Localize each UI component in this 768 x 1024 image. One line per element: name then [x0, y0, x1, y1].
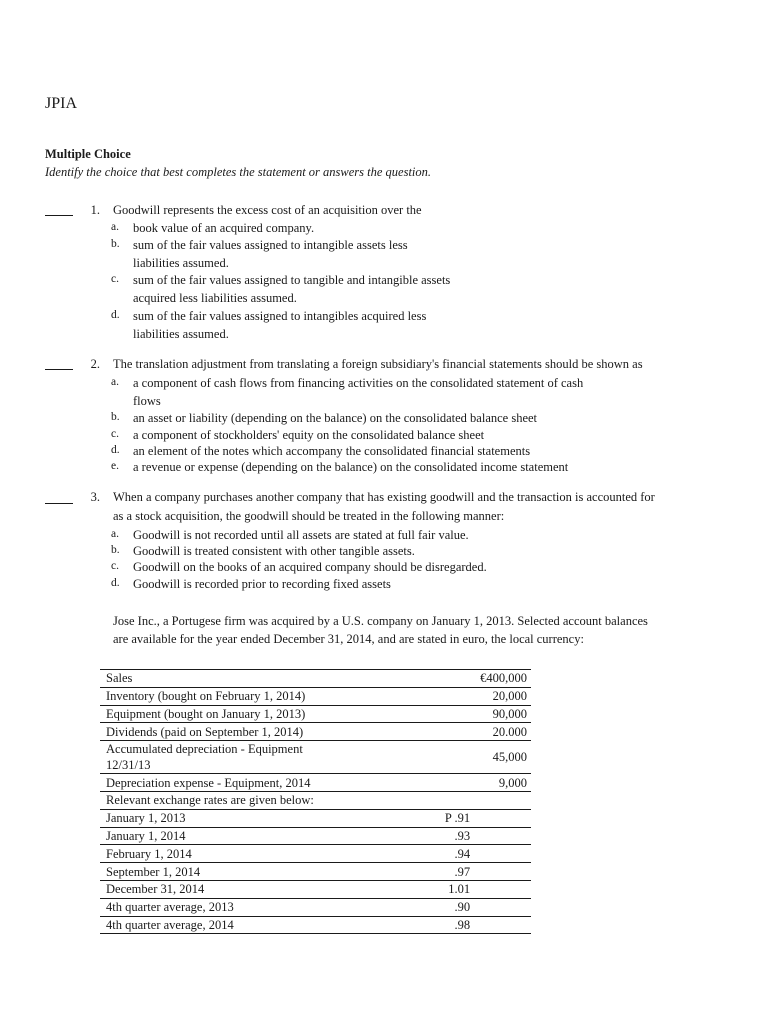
table-row [100, 723, 531, 741]
section-instructions: Identify the choice that best completes the statement or answers the question. [45, 165, 432, 179]
table-row [100, 791, 531, 809]
org-heading: JPIA [45, 95, 78, 112]
account-amount: 20.000 [474, 723, 531, 741]
option-text-cont: liabilities assumed. [133, 327, 229, 341]
option-letter: b. [111, 544, 120, 556]
account-label: Accumulated depreciation - Equipment 12/31/13 [100, 741, 344, 774]
rate-value: .94 [344, 845, 474, 863]
option-text: an element of the notes which accompany the consolidated financial statements [133, 444, 531, 458]
option-letter: c. [111, 428, 119, 440]
answer-blank[interactable] [45, 215, 73, 216]
table-row [100, 863, 531, 881]
option-text: Goodwill on the books of an acquired company should be disregarded. [133, 560, 487, 574]
table-row [100, 741, 531, 774]
option-letter: c. [111, 560, 119, 572]
question-text-cont: as a stock acquisition, the goodwill should be treated in the following manner: [113, 509, 505, 523]
option-text: Goodwill is not recorded until all assets are stated at full fair value. [133, 528, 469, 542]
table-row [100, 898, 531, 916]
table-row [100, 687, 531, 705]
account-label: Equipment (bought on January 1, 2013) [100, 705, 344, 723]
rate-date: February 1, 2014 [100, 845, 344, 863]
rate-value: 1.01 [344, 880, 474, 898]
option-letter: d. [111, 309, 120, 321]
option-letter: a. [111, 528, 119, 540]
option-letter: e. [111, 460, 119, 472]
account-label: Dividends (paid on September 1, 2014) [100, 723, 344, 741]
case-paragraph-line: Jose Inc., a Portugese firm was acquired by a U.S. company on January 1, 2013. Selected account balances [113, 614, 648, 628]
rate-date: 4th quarter average, 2014 [106, 917, 234, 932]
question-number: 1. [90, 203, 100, 217]
account-amount: 20,000 [474, 687, 531, 705]
rate-value: .93 [344, 827, 474, 845]
rate-value: P .91 [344, 809, 474, 827]
account-label: Inventory (bought on February 1, 2014) [100, 687, 344, 705]
table-row [100, 827, 531, 845]
account-balances-table [100, 669, 531, 934]
option-letter: b. [111, 411, 120, 423]
account-amount: 90,000 [474, 705, 531, 723]
question-number: 2. [90, 357, 100, 371]
table-row [100, 670, 531, 688]
rate-date: December 31, 2014 [100, 880, 344, 898]
rate-date: January 1, 2013 [100, 809, 344, 827]
table-row [100, 774, 531, 792]
option-text: sum of the fair values assigned to intangibles acquired less [133, 309, 427, 323]
option-letter: a. [111, 221, 119, 233]
account-amount: 9,000 [474, 774, 531, 792]
rate-date: September 1, 2014 [100, 863, 344, 881]
rate-date: January 1, 2014 [100, 827, 344, 845]
option-text-cont: liabilities assumed. [133, 256, 229, 270]
account-amount: €400,000 [474, 670, 531, 688]
section-title: Multiple Choice [45, 147, 131, 161]
account-amount: 45,000 [474, 741, 531, 774]
option-text-cont: acquired less liabilities assumed. [133, 291, 297, 305]
account-label: Depreciation expense - Equipment, 2014 [100, 774, 344, 792]
option-letter: d. [111, 444, 120, 456]
option-text: sum of the fair values assigned to intangible assets less [133, 238, 408, 252]
option-text: an asset or liability (depending on the balance) on the consolidated balance sheet [133, 411, 538, 425]
table-row [100, 845, 531, 863]
table-row [100, 916, 531, 934]
option-text: a revenue or expense (depending on the balance) on the consolidated income statement [133, 460, 569, 474]
option-text: Goodwill is recorded prior to recording fixed assets [133, 577, 391, 591]
option-text: book value of an acquired company. [133, 221, 315, 235]
question-number: 3. [90, 490, 100, 504]
rate-value: .98 [454, 917, 471, 932]
table-row [100, 880, 531, 898]
account-label: Sales [100, 670, 344, 688]
rate-value: .90 [344, 898, 474, 916]
option-letter: b. [111, 238, 120, 250]
case-paragraph-line: are available for the year ended December 31, 2014, and are stated in euro, the local currency: [113, 632, 584, 646]
option-text: a component of stockholders' equity on the consolidated balance sheet [133, 428, 485, 442]
rate-date: 4th quarter average, 2013 [100, 898, 344, 916]
question-text: When a company purchases another company that has existing goodwill and the transaction is accounted for [113, 490, 655, 504]
option-text: a component of cash flows from financing activities on the consolidated statement of cash [133, 376, 584, 390]
rates-header: Relevant exchange rates are given below: [100, 791, 531, 809]
option-text: sum of the fair values assigned to tangible and intangible assets [133, 273, 451, 287]
answer-blank[interactable] [45, 503, 73, 504]
answer-blank[interactable] [45, 369, 73, 370]
option-letter: d. [111, 577, 120, 589]
table-row [100, 705, 531, 723]
rate-value: .97 [344, 863, 474, 881]
option-letter: a. [111, 376, 119, 388]
question-text: Goodwill represents the excess cost of an acquisition over the [113, 203, 422, 217]
table-row [100, 809, 531, 827]
option-text-cont: flows [133, 394, 161, 408]
option-text: Goodwill is treated consistent with other tangible assets. [133, 544, 415, 558]
question-text: The translation adjustment from translating a foreign subsidiary's financial statements should be shown as [113, 357, 643, 371]
option-letter: c. [111, 273, 119, 285]
